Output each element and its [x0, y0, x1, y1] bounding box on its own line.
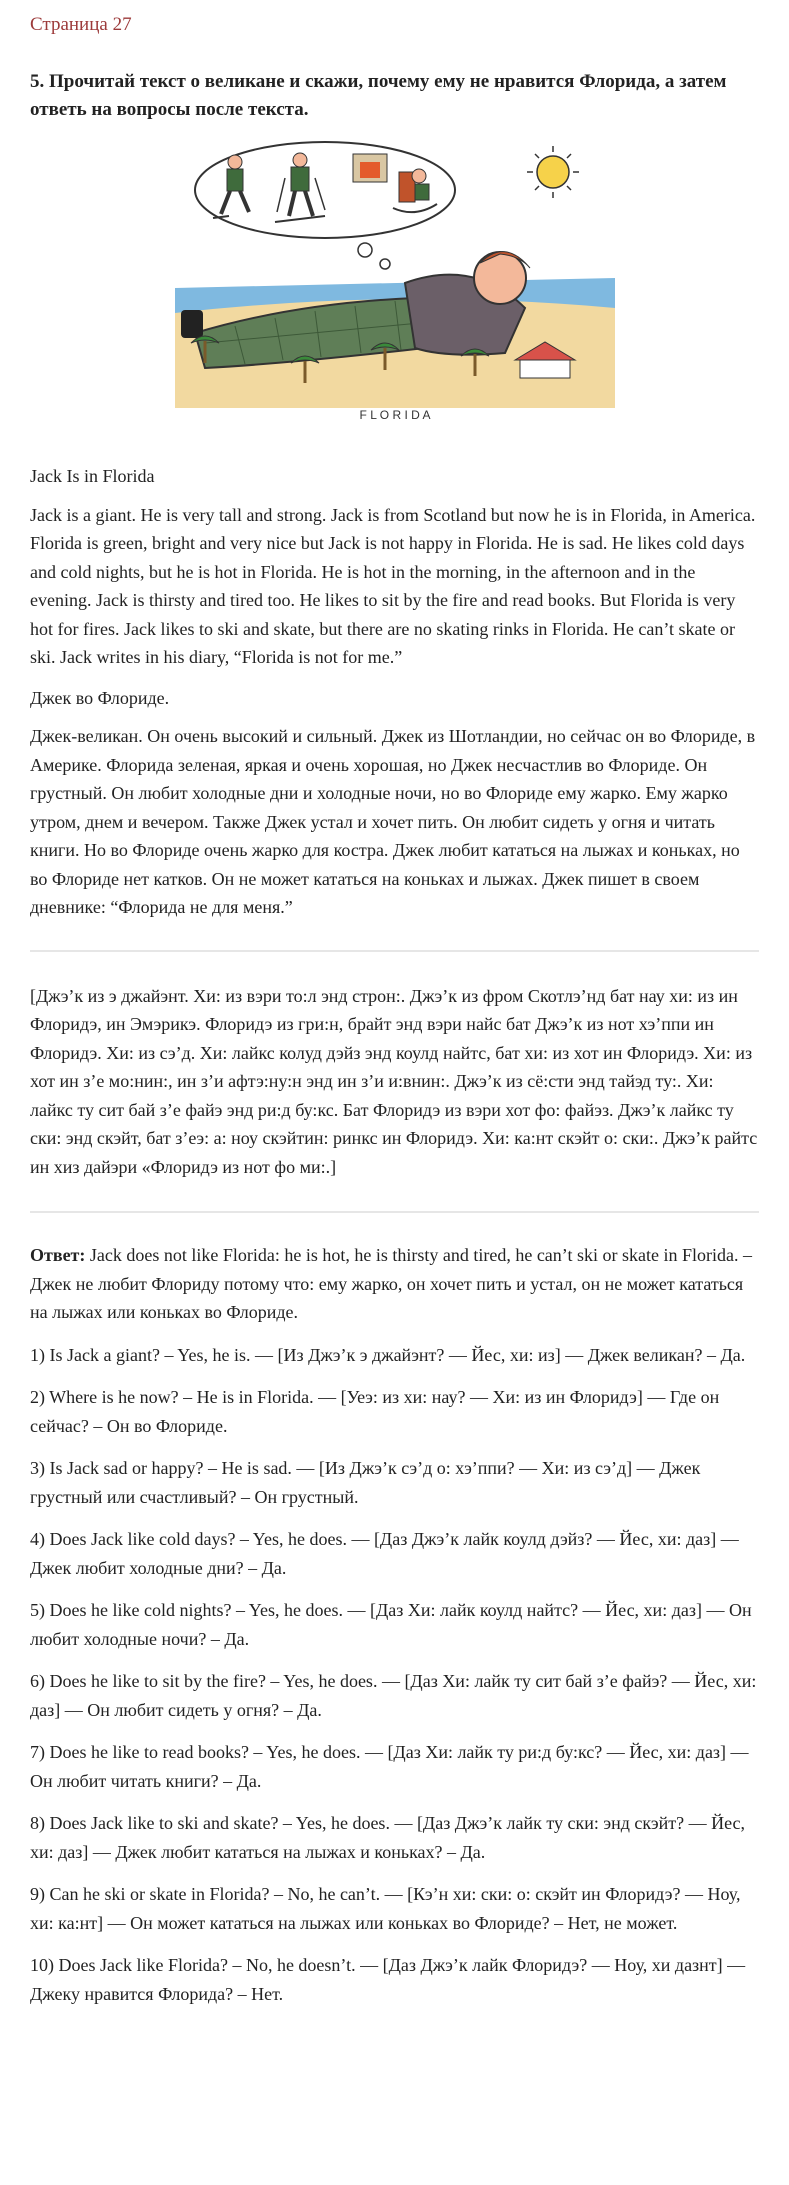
divider	[30, 950, 759, 952]
qa-item: 9) Can he ski or skate in Florida? – No, he can’t. — [Кэ’н хи: ски: о: скэйт ин Флоридэ? — Ноу, хи: ка:нт] — Он может кататься на лыжах или коньках во Флориде? – Нет, не может.	[30, 1884, 741, 1933]
illustration	[30, 138, 759, 428]
qa-item: 2) Where is he now? – He is in Florida. — [Уеэ: из хи: нау? — Хи: из ин Флоридэ] — Где он сейчас? – Он во Флориде.	[30, 1387, 720, 1436]
story-title-en: Jack Is in Florida	[30, 466, 155, 486]
divider	[30, 1211, 759, 1213]
qa-item: 4) Does Jack like cold days? – Yes, he does. — [Даз Джэ’к лайк коулд дэйз? — Йес, хи: даз] — Джек любит холодные дни? – Да.	[30, 1529, 739, 1578]
story-title-ru: Джек во Флориде.	[30, 687, 170, 708]
qa-item: 6) Does he like to sit by the fire? – Yes, he does. — [Даз Хи: лайк ту сит бай з’е файэ? — Йес, хи: даз] — Он любит сидеть у огня? – Да.	[30, 1671, 757, 1720]
qa-item: 7) Does he like to read books? – Yes, he does. — [Даз Хи: лайк ту ри:д бу:кс? — Йес, хи: даз] — Он любит читать книги? – Да.	[30, 1742, 749, 1791]
task-title: 5. Прочитай текст о великане и скажи, почему ему не нравится Флорида, а затем ответь на вопросы после текста.	[30, 71, 727, 120]
giant-in-florida-illustration	[175, 138, 615, 428]
qa-item: 10) Does Jack like Florida? – No, he doesn’t. — [Даз Джэ’к лайк Флоридэ? — Ноу, хи дазнт] — Джеку нравится Флорида? – Нет.	[30, 1955, 746, 2004]
sun-icon	[527, 146, 579, 198]
qa-item: 8) Does Jack like to ski and skate? – Yes, he does. — [Даз Джэ’к лайк ту ски: энд скэйт? — Йес, хи: даз] — Джек любит кататься на лыжах и коньках? – Да.	[30, 1813, 745, 1862]
page-number-label: Страница 27	[30, 14, 132, 35]
story-text-en: Jack is a giant. He is very tall and strong. Jack is from Scotland but now he is in Florida, in America. Florida is green, bright and very nice but Jack is not happy in Florida. He is sad. He likes cold days and cold nights, but he is hot in Florida. He is hot in the morning, in the afternoon and in the evening. Jack is thirsty and tired too. He likes to sit by the fire and read books. But Florida is very hot for fires. Jack likes to ski and skate, but there are no skating rinks in Florida. He can’t skate or ski. Jack writes in his diary, “Florida is not for me.”	[30, 504, 756, 667]
illustration-caption: F L O R I D A	[359, 408, 430, 422]
answer-label: Ответ:	[30, 1245, 86, 1265]
qa-item: 1) Is Jack a giant? – Yes, he is. — [Из Джэ’к э джайэнт? — Йес, хи: из] — Джек великан? – Да.	[30, 1344, 746, 1365]
qa-item: 3) Is Jack sad or happy? – He is sad. — [Из Джэ’к сэ’д о: хэ’ппи? — Хи: из сэ’д] — Джек грустный или счастливый? – Он грустный.	[30, 1458, 701, 1507]
transcription-text: [Джэ’к из э джайэнт. Хи: из вэри то:л энд строн:. Джэ’к из фром Скотлэ’нд бат нау хи: из ин Флоридэ, ин Эмэрикэ. Флоридэ из гри:н, брайт энд вэри найс бат Джэ’к из нот хэ’ппи ин Флоридэ. Хи: из сэ’д. Хи: лайкс колуд дэйз энд коулд найтс, бат хи: из хот ин Флоридэ. Хи: из хот ин з’е мо:нин:, ин з’и афтэ:ну:н энд ин з’и и:внин:. Джэ’к из сё:сти энд тайэд ту:. Хи: лайкс ту сит бай з’е файэ энд ри:д бу:кс. Бат Флоридэ из вэри хот фо: файэз. Джэ’к лайкс ту ски: энд скэйт, бат з’еэ: а: ноу скэйтин: ринкс ин Флоридэ. Хи: ка:нт скэйт о: ски:. Джэ’к райтс ин хиз дайэри «Флоридэ из нот фо ми:.]	[30, 985, 758, 1177]
qa-item: 5) Does he like cold nights? – Yes, he does. — [Даз Хи: лайк коулд найтс? — Йес, хи: даз] — Он любит холодные ночи? – Да.	[30, 1600, 752, 1649]
answer-paragraph	[30, 1241, 759, 1327]
qa-list	[30, 1341, 759, 2009]
answer-text: Jack does not like Florida: he is hot, he is thirsty and tired, he can’t ski or skate in Florida. – Джек не любит Флориду потому что: ему жарко, он хочет пить и устал, он не может кататься на лыжах или коньках во Флориде.	[30, 1245, 752, 1322]
story-text-ru: Джек-великан. Он очень высокий и сильный. Джек из Шотландии, но сейчас он во Флориде, в Америке. Флорида зеленая, яркая и очень хорошая, но Джек несчастлив во Флориде. Он грустный. Он любит холодные дни и холодные ночи, но во Флориде ему жарко. Ему жарко утром, днем и вечером. Также Джек устал и хочет пить. Он любит сидеть у огня и читать книги. Но во Флориде очень жарко для костра. Джек любит кататься на лыжах и коньках, но во Флориде нет катков. Он не может кататься на коньках и лыжах. Джек пишет в своем дневнике: “Флорида не для меня.”	[30, 726, 756, 917]
